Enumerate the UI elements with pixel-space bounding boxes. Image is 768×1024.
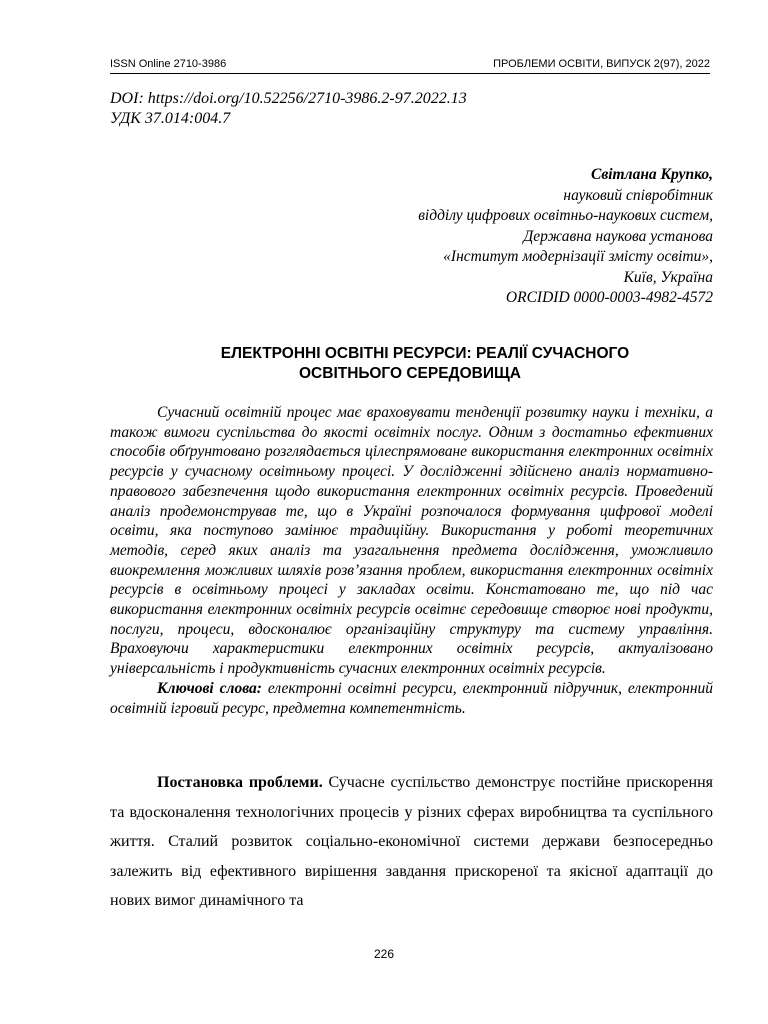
body-text — [110, 768, 713, 916]
article-title-line-1: ЕЛЕКТРОННІ ОСВІТНІ РЕСУРСИ: РЕАЛІЇ СУЧАСНОГО — [220, 345, 630, 362]
keywords-list: електронні освітні ресурси, електронний підручник, електронний освітній ігровий ресурс, предметна компетентність. — [110, 679, 714, 717]
doi-block — [110, 89, 467, 129]
header-journal: ПРОБЛЕМИ ОСВІТИ, ВИПУСК 2(97), 2022 — [493, 58, 710, 70]
body-paragraph — [110, 768, 713, 916]
header-rule — [110, 73, 710, 74]
abstract-text: Сучасний освітній процес має враховувати тенденції розвитку науки і техніки, а також вимоги суспільства до якості освітніх послуг. Одним з достатньо ефективних способів обґрунтовано розглядається цілеспрямоване використання електронних освітніх ресурсів у сучасному освітньому процесі. У дослідженні здійснено аналіз нормативно-правового забезпечення щодо використання електронних освітніх ресурсів. Проведений аналіз продемонстрував те, що в Україні розпочалося формування цифрової моделі освіти, яка поступово замінює традиційну. Використання у роботі теоретичних методів, серед яких аналіз та узагальнення предмета дослідження, уможливило виокремлення можливих шляхів розв’язання проблем, використання електронних освітніх ресурсів в освітньому процесі у закладах освіти. Констатовано те, що під час використання електронних освітніх ресурсів освітнє середовище створює нові продукти, послуги, процеси, вдосконалює організаційну структуру та систему управління. Враховуючи характеристики електронних освітніх ресурсів, актуалізовано універсальність і продуктивність сучасних електронних освітніх ресурсів. — [110, 404, 713, 678]
author-name: Світлана Крупко, — [590, 166, 713, 183]
article-title — [110, 344, 710, 384]
author-institution-type: Державна наукова установа — [523, 227, 713, 245]
doi-link[interactable]: DOI: https://doi.org/10.52256/2710-3986.2-97.2022.13 — [110, 90, 467, 107]
author-position: науковий співробітник — [563, 186, 713, 204]
header-issn: ISSN Online 2710-3986 — [110, 58, 227, 70]
author-location: Київ, Україна — [623, 268, 713, 286]
author-institution-name: «Інститут модернізації змісту освіти», — [443, 248, 713, 265]
keywords-label: Ключові слова: — [157, 679, 262, 697]
keywords — [110, 679, 713, 718]
article-title-line-2: ОСВІТНЬОГО СЕРЕДОВИЩА — [299, 365, 521, 382]
author-department: відділу цифрових освітньо-наукових систем, — [418, 207, 713, 224]
author-orcid: ORCIDID 0000-0003-4982-4572 — [505, 289, 713, 306]
udc-code: УДК 37.014:004.7 — [110, 110, 231, 127]
body-paragraph-text: Сучасне суспільство демонструє постійне прискорення та вдосконалення технологічних процесів у різних сферах виробництва та суспільного життя. Сталий розвиток соціально-економічної системи держави безпосередньо залежить від ефективного вирішення завдання прискореної та якісної адаптації до нових вимог динамічного та — [110, 774, 713, 909]
section-heading: Постановка проблеми. — [157, 774, 323, 791]
abstract — [110, 403, 713, 718]
page-number: 226 — [373, 947, 395, 961]
running-header — [110, 58, 710, 71]
author-block — [313, 165, 713, 309]
